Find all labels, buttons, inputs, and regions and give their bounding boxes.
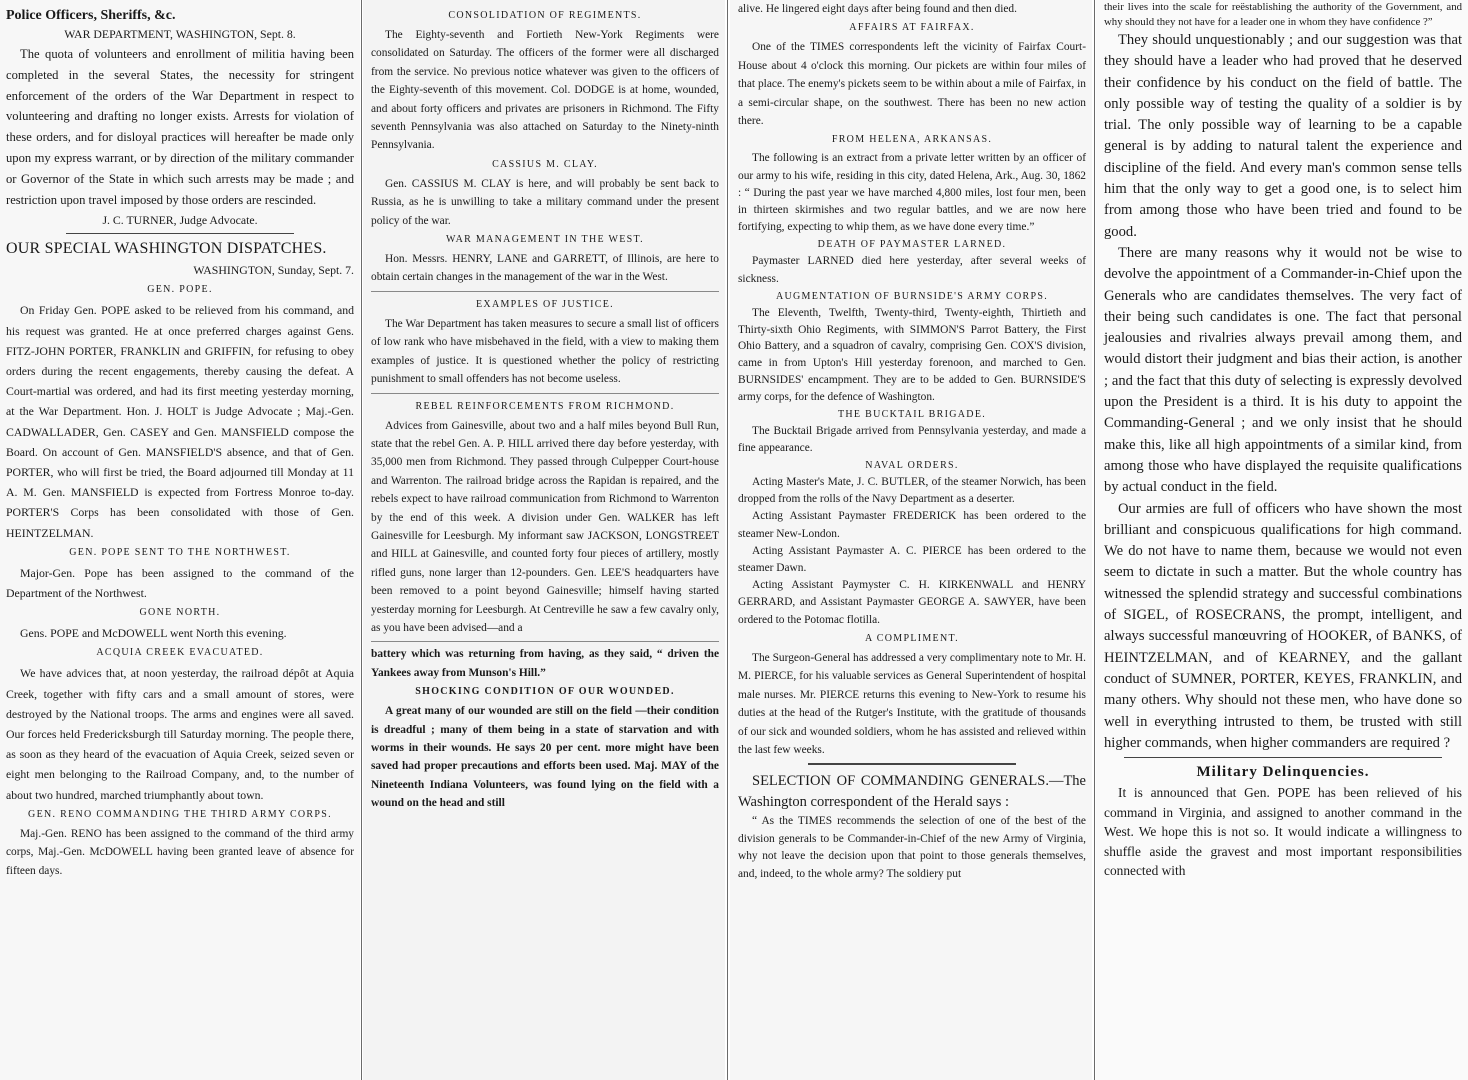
article-paragraph: Acting Assistant Paymaster FREDERICK has been ordered to the steamer New-London.: [738, 510, 1086, 540]
section-title: OUR SPECIAL WASHINGTON DISPATCHES.: [6, 240, 327, 258]
subheading: GEN. POPE.: [147, 284, 213, 296]
subheading: GONE NORTH.: [139, 607, 221, 619]
article-paragraph: Acting Master's Mate, J. C. BUTLER, of the steamer Norwich, has been dropped from the rolls of the Navy Department as a deserter.: [738, 476, 1086, 506]
column-4: [1096, 0, 1468, 1080]
article-paragraph: alive. He lingered eight days after being found and then died.: [738, 3, 1017, 15]
divider: [808, 763, 1016, 765]
subheading: THE BUCKTAIL BRIGADE.: [837, 408, 987, 420]
article-paragraph: The following is an extract from a private letter written by an officer of our army to his wife, residing in this city, dated Helena, Ark., Aug. 30, 1862 : “ During the past year we have marched 4,800 miles, lost four men, been in thirteen skirmishes and two regular battles, and we are now here fortifying, expecting to whip them, as we have done every time.”: [738, 152, 1086, 234]
article-paragraph: Gens. POPE and McDOWELL went North this evening.: [20, 626, 287, 641]
subheading: AFFAIRS AT FAIRFAX.: [849, 22, 975, 34]
article-paragraph: The Eighty-seventh and Fortieth New-York Regiments were consolidated on Saturday. The officers of the former were all discharged from the service. No previous notice whatever was given to the officers of the Eighty-seventh of this movement. Col. DODGE is at home, wounded, and about forty officers and privates are prisoners in Richmond. The Fifty seventh Pennsylvania was also attached on Saturday to the Ninety-ninth Pennsylvania.: [371, 29, 719, 152]
article-paragraph: They should unquestionably ; and our suggestion was that they should have a leader who had proved that he deserved their confidence by his conduct on the field of battle. The only possible way of testing the quality of a soldier is by trial. The only possible way of learning to be a capable general is by adding to natural talent the experience and discipline of the field. And every man's common sense tells him that the only way to get a good one, is to select him from among those who have been tried and found to be good.: [1104, 32, 1462, 240]
article-paragraph: The War Department has taken measures to secure a small list of officers of low rank who have misbehaved in the field, with a view to making them examples of justice. It is questioned whether the policy of restricting punishment to small offenders has not become useless.: [371, 317, 719, 386]
article-paragraph: The Bucktail Brigade arrived from Pennsylvania yesterday, and made a fine appearance.: [738, 424, 1086, 454]
article-paragraph: The Eleventh, Twelfth, Twenty-third, Twenty-eighth, Thirtieth and Thirty-sixth Ohio Regiments, with SIMMON'S Parrot Battery, the First Ohio Battery, and a squadron of cavalry, comprising Gen. COX'S division, came in from Upton's Hill yesterday forenoon, and marched to Gen. BURNSIDES' encampment. They are to be added to Gen. BURNSIDE'S army corps, for the defence of Washington.: [738, 306, 1086, 403]
article-paragraph: Acting Assistant Paymaster A. C. PIERCE has been ordered to the steamer Dawn.: [738, 544, 1086, 575]
article-paragraph: Hon. Messrs. HENRY, LANE and GARRETT, of Illinois, are here to obtain certain changes in the management of the war in the West.: [371, 253, 719, 284]
subheading: REBEL REINFORCEMENTS FROM RICHMOND.: [415, 400, 675, 412]
article-paragraph: Major-Gen. Pope has been assigned to the command of the Department of the Northwest.: [6, 565, 354, 601]
column-3: [730, 0, 1092, 1080]
article-paragraph: We have advices that, at noon yesterday, the railroad dépôt at Aquia Creek, together with fifty cars and a small amount of stores, were destroyed by the National troops. The arms and engines were all saved. Our forces held Fredericksburgh till Saturday morning. The people there, as soon as they heard of the evacuation of Aquia Creek, seized seven or eight men belonging to the Railroad Company, and, to the number of about two hundred, marched triumphantly about town.: [6, 666, 354, 802]
article-paragraph: On Friday Gen. POPE asked to be relieved from his command, and his request was granted. He at once preferred charges against Gens. FITZ-JOHN PORTER, FRANKLIN and GRIFFIN, for refusing to obey orders during the recent engagements, thereby causing the defeat. A Court-martial was ordered, and had its first meeting yesterday morning, at the War Department. Hon. J. HOLT is Judge Advocate ; Maj.-Gen. CADWALLADER, Gen. CASEY and Gen. MANSFIELD compose the Board. On account of Gen. MANSFIELD'S absence, and that of Gen. PORTER, who will first be tried, the Board adjourned till Monday at 11 A. M. Gen. MANSFIELD is expected from Fortress Monroe to-day. PORTER'S Corps has been consolidated with those of Gen. HEINTZELMAN.: [6, 303, 354, 540]
article-paragraph: Our armies are full of officers who have shown the most brilliant and conspicuous qualifications for high command. We do not have to name them, because we would not even seem to dictate in such a matter. But the whole country has witnessed the splendid strategy and successful combinations of SIGEL, of ROSECRANS, the prompt, intelligent, and always successful manœuvring of HOOKER, of BANKS, of HEINTZELMAN, and of KEARNEY, and the gallant conduct of SUMNER, PORTER, KEYES, FRANKLIN, and many others. Why should not these men, who have done so well in everything intrusted to them, be trusted with still higher commands, when higher commanders are required ?: [1104, 500, 1462, 751]
article-paragraph: their lives into the scale for reëstablishing the authority of the Government, and why should they not have for a leader one in whom they have confidence ?”: [1104, 1, 1462, 28]
heading: Police Officers, Sheriffs, &c.: [6, 8, 176, 23]
article-paragraph: Gen. CASSIUS M. CLAY is here, and will probably be sent back to Russia, as he is unwilling to take a military command under the present policy of the war.: [371, 177, 719, 227]
article-paragraph: Acting Assistant Paymyster C. H. KIRKENWALL and HENRY GERRARD, and Assistant Paymaster GEORGE A. SAWYER, have been ordered to the Potomac flotilla.: [738, 579, 1086, 626]
article-paragraph: Maj.-Gen. RENO has been assigned to the command of the third army corps, Maj.-Gen. McDOWELL having been granted leave of absence for fifteen days.: [6, 827, 354, 877]
article-paragraph: There are many reasons why it would not be wise to devolve the appointment of a Commander-in-Chief upon the Generals who are candidates themselves. The very fact of their being such candidates is one. The fact that personal jealousies and rivalries always prevail among them, and would distort their judgment and bias their action, is another ; and the fact that this duty of selecting is expressly devolved upon the President is a third. It is his duty to appoint the Commanding-General ; and we only insist that he should make this, like all high appointments of a similar kind, from among those who have displayed the requisite qualifications by actual conduct in the field.: [1104, 244, 1462, 496]
subheading: CONSOLIDATION OF REGIMENTS.: [448, 10, 642, 21]
article-block: [371, 291, 719, 389]
subheading: ACQUIA CREEK EVACUATED.: [96, 647, 264, 659]
article-paragraph: The quota of volunteers and enrollment of militia having been completed in the several States, the necessity for stringent enforcement of the orders of the War Department in respect to volunteering and drafting no longer exists. Arrests for violation of these orders, and for disloyal practices will hereafter be made only upon my express warrant, or by direction of the military commander or Governor of the State in which such arrests may be made ; and restriction upon travel imposed by those orders are rescinded.: [6, 47, 354, 207]
signature: J. C. TURNER, Judge Advocate.: [102, 213, 258, 228]
subheading: AUGMENTATION OF BURNSIDE'S ARMY CORPS.: [775, 290, 1048, 302]
article-paragraph: One of the TIMES correspondents left the vicinity of Fairfax Court-House about 4 o'clock this morning. Our pickets are within four miles of that place. The enemy's pickets seem to be within about a mile of Fairfax, in a semi-circular shape, on the southwest. There has been no new action there.: [738, 41, 1086, 128]
subheading: NAVAL ORDERS.: [865, 460, 959, 472]
column-rule: [361, 0, 362, 1080]
column-1: [0, 0, 360, 1080]
subheading: FROM HELENA, ARKANSAS.: [831, 134, 993, 146]
section-heading: Military Delinquencies.: [1196, 764, 1370, 781]
column-rule: [1094, 0, 1095, 1080]
article-paragraph: Paymaster LARNED died here yesterday, after several weeks of sickness.: [738, 255, 1086, 285]
article-block: [371, 641, 719, 812]
article-paragraph: It is announced that Gen. POPE has been relieved of his command in Virginia, and assigned to another command in the West. We hope this is not so. It would indicate a willingness to shuffle aside the gravest and most important responsibilities connected with: [1104, 785, 1462, 879]
subheading: CASSIUS M. CLAY.: [492, 158, 598, 170]
article-block: [371, 393, 719, 638]
section-heading: SELECTION OF COMMANDING GENERALS.—The Washington correspondent of the Herald says :: [738, 773, 1086, 811]
subheading: A COMPLIMENT.: [865, 632, 959, 644]
article-paragraph: The Surgeon-General has addressed a very complimentary note to Mr. H. M. PIERCE, for his valuable services as General Superintendent of hospital male nurses. Mr. PIERCE returns this evening to New-York to resume his duties at the head of the Rutger's Institute, with the gratitude of thousands of our sick and wounded soldiers, whom he has assisted and relieved within the last few weeks.: [738, 651, 1086, 756]
subheading: DEATH OF PAYMASTER LARNED.: [817, 239, 1007, 251]
article-paragraph: battery which was returning from having, as they said, “ driven the Yankees away from Munson's Hill.”: [371, 648, 719, 679]
divider: [66, 233, 294, 234]
article-paragraph: Advices from Gainesville, about two and a half miles beyond Bull Run, state that the rebel Gen. A. P. HILL arrived there day before yesterday, with 35,000 men from Richmond. They passed through Culpepper Court-house and Warrenton. The railroad bridge across the Rapidan is repaired, and the rebels expect to have railroad communication from Richmond to Warrenton by the end of this week. A division under Gen. WALKER has left Gainesville for Leesburgh. My informant saw JACKSON, LONGSTREET and HILL at Gainesville, and counted forty four pieces of artillery, mostly rifled guns, none larger than 12-pounders. Gen. LEE'S headquarters have been removed to a point beyond Gainesville; himself having started yesterday morning for Leesburgh. At Centreville he saw a few cavalry only, as you have been advised—and a: [371, 419, 719, 634]
column-2: [363, 0, 725, 1080]
divider: [1124, 757, 1442, 758]
column-rule: [727, 0, 728, 1080]
dateline: WASHINGTON, Sunday, Sept. 7.: [193, 263, 354, 278]
dateline: WAR DEPARTMENT, WASHINGTON, Sept. 8.: [64, 27, 296, 41]
subheading: WAR MANAGEMENT IN THE WEST.: [446, 234, 644, 246]
subheading: SHOCKING CONDITION OF OUR WOUNDED.: [415, 686, 675, 698]
subheading: EXAMPLES OF JUSTICE.: [476, 298, 614, 310]
subheading: GEN. RENO COMMANDING THE THIRD ARMY CORPS.: [28, 808, 332, 820]
article-paragraph: A great many of our wounded are still on the field —their condition is dreadful ; many of them being in a state of starvation and with worms in their wounds. He says 20 per cent. more might have been saved had proper precautions and efforts been used. Maj. MAY of the Nineteenth Indiana Volunteers, was found lying on the field with a wound on the head and still: [371, 705, 719, 810]
article-paragraph: “ As the TIMES recommends the selection of one of the best of the division generals to be Commander-in-Chief of the new Army of Virginia, why not leave the decision upon that point to those generals themselves, and, indeed, to the whole army? The soldiery put: [738, 815, 1086, 880]
subheading: GEN. POPE SENT TO THE NORTHWEST.: [69, 546, 291, 558]
